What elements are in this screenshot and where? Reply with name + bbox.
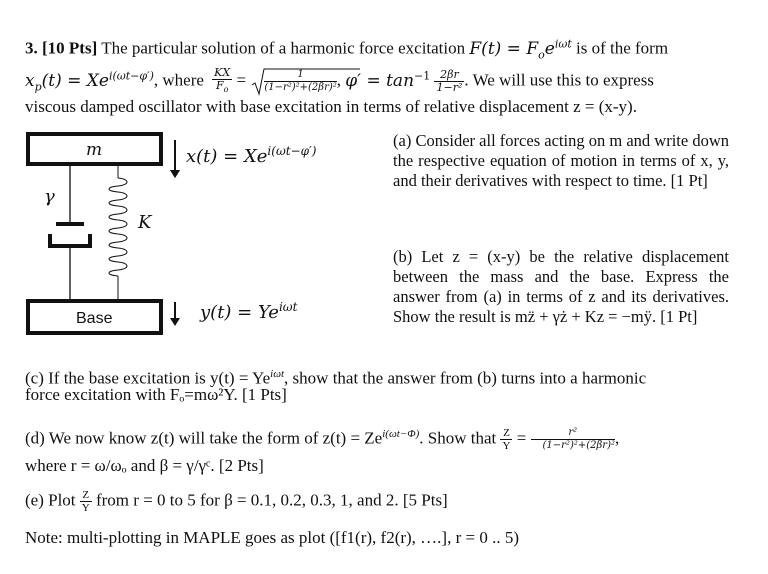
where-text: , where <box>153 70 204 90</box>
equals-sign: = <box>236 70 247 90</box>
part-d-line1: (d) We now know z(t) will take the form of $z(t) = Ze^{i(\omega t-\Phi)}$. Show that $\frac{Z}{Y}$ = $\frac{\text{r²}}{\text{(1−r²)²+(2βr)²}}$ , <box>25 427 620 453</box>
y-equation: $y(t) = Ye^{i\omega t}$ <box>200 300 298 323</box>
mass-block <box>26 132 163 166</box>
z-over-y-fraction: $\frac{Z}{Y}$ <box>502 427 511 453</box>
problem-points: [10 Pts] <box>42 38 98 58</box>
phi-expression: $\varphi' = \tan^{-1}$ <box>345 69 431 91</box>
x-equation: $x(t) = Xe^{i(\omega t-\varphi')}$ <box>186 144 317 167</box>
part-b-text: (b) Let z = (x-y) be the relative displacement between the mass and the base. Express the answer from (a) in terms of z and its derivatives. Show the result is mz̈ + γż + Kz = −mÿ. [1 Pt] <box>393 247 729 326</box>
phi-fraction: $\frac{2\beta r}{\text{1−r²}}$ <box>436 68 463 95</box>
problem-header-line1 <box>25 34 668 65</box>
kx-over-fo-fraction: $\frac{KX}{F_o}$ <box>214 66 231 95</box>
problem-header-line3: viscous damped oscillator with base excitation in terms of relative displacement z = (x-y). <box>25 97 637 116</box>
spring-label: K <box>138 212 152 233</box>
sqrt-fraction: $\frac{1}{\text{(1−r²)²+(2βr)²}}$ <box>250 69 336 94</box>
spring-icon <box>109 166 127 300</box>
sqrt-symbol-icon <box>250 67 362 97</box>
force-expression: $F(t) = F_oe^{i\omega t}$ <box>469 37 572 62</box>
z-over-y-fraction-e: $\frac{Z}{Y}$ <box>81 489 90 514</box>
problem-header-line2: $x_p(t) = Xe^{i(\omega t-\varphi')}$, where $\frac{KX}{F_o}$ = $\frac{1}{\text{(1−r²)²+(2βr)²}}$ , $\varphi' = \tan^{-1}$ $\frac{2\beta r}{\text{1−r²}}$ . We will use this to express <box>25 66 654 97</box>
base-label: Base <box>76 310 113 327</box>
xp-expression: $x_p(t) = Xe^{i(\omega t-\varphi')}$ <box>25 69 154 94</box>
mass-label: m <box>86 140 103 160</box>
intro-end: is of the form <box>576 38 669 58</box>
part-c-line1: (c) If the base excitation is $y(t) = Ye^{i\omega t}$, show that the answer from (b) turns into a harmonic <box>25 368 647 388</box>
part-a-text: (a) Consider all forces acting on m and write down the respective equation of motion in terms of x, y, and their derivatives with respect to time. [1 Pt] <box>393 131 729 190</box>
damper-icon <box>50 166 90 300</box>
part-d-line2: where r = ω/ωₒ and β = γ/γᶜ. [2 Pts] <box>25 456 264 475</box>
y-arrow-icon <box>168 302 182 328</box>
spring-damper-diagram <box>0 164 200 304</box>
maple-note: Note: multi-plotting in MAPLE goes as plot ([f1(r), f2(r), ….], r = 0 .. 5) <box>25 528 520 547</box>
part-c-line2: force excitation with Fₒ=mω²Y. [1 Pts] <box>25 385 287 404</box>
intro-text: The particular solution of a harmonic force excitation <box>101 38 466 58</box>
part-e-line: (e) Plot $\frac{Z}{Y}$ from r = 0 to 5 for β = 0.1, 0.2, 0.3, 1, and 2. [5 Pts] <box>25 489 448 514</box>
damper-label: γ <box>44 186 55 207</box>
x-arrow-icon <box>168 140 182 180</box>
base-block <box>26 299 163 335</box>
d-rhs-fraction: $\frac{\text{r²}}{\text{(1−r²)²+(2βr)²}}$ <box>531 427 615 452</box>
header-line2-end: . We will use this to express <box>464 70 654 90</box>
problem-number: 3. <box>25 38 38 58</box>
